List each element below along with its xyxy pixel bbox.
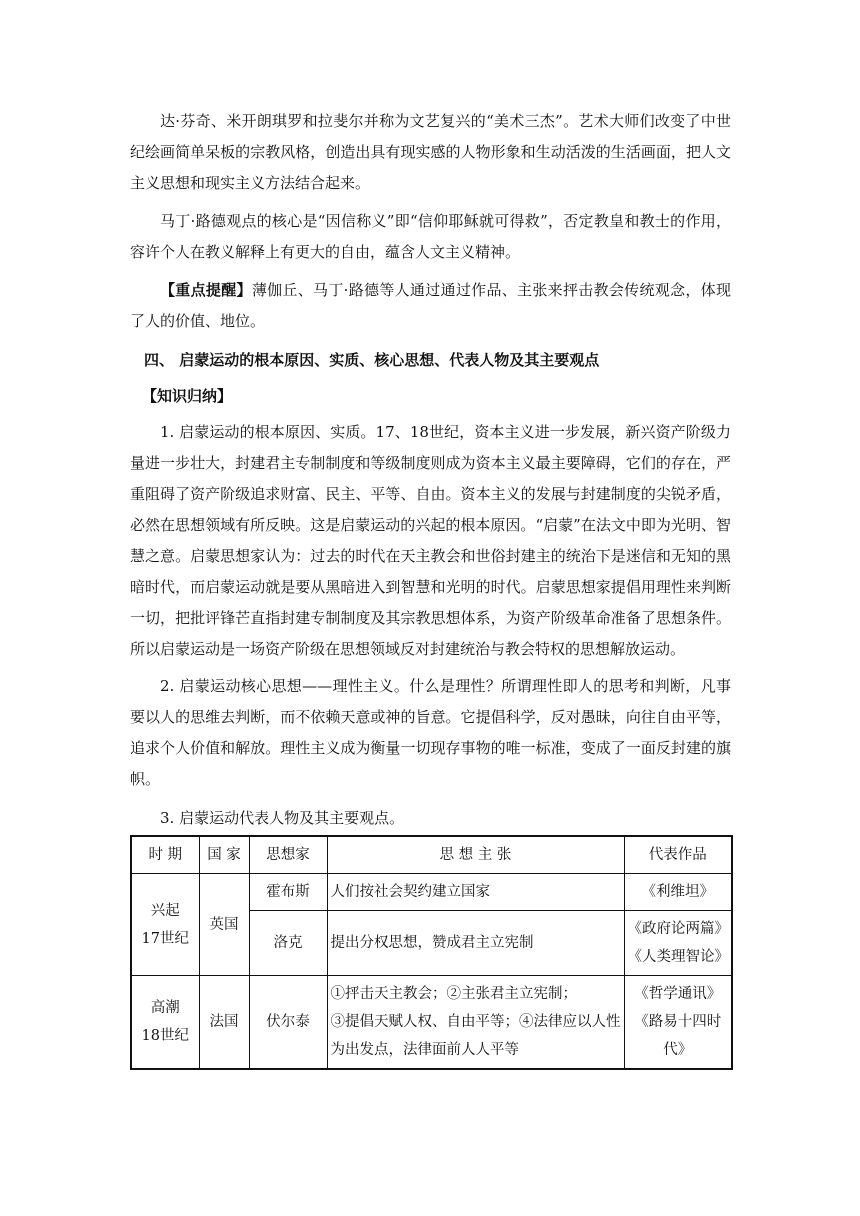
period-label: 高潮 [150, 1000, 180, 1016]
work-title: 《政府论两篇》 [627, 921, 729, 937]
paragraph-renaissance-art: 达·芬奇、米开朗琪罗和拉斐尔并称为文艺复兴的“美术三杰”。艺术大师们改变了中世纪绘画简单呆板的宗教风格，创造出具有现实感的人物形象和生动活泼的生活画面，把人文主义思想和现实主义方法结合起来。 [130, 112, 731, 192]
period-label: 兴起 [150, 902, 180, 919]
period-century: 17世纪 [141, 930, 189, 947]
document-body [130, 106, 731, 1070]
cell-works [624, 911, 732, 976]
item-representatives: 3. 启蒙运动代表人物及其主要观点。 [160, 809, 405, 827]
section-heading-enlightenment: 四、 启蒙运动的根本原因、实质、核心思想、代表人物及其主要观点 [144, 351, 600, 369]
table-header-row [131, 836, 732, 874]
cell-thinker: 霍布斯 [249, 874, 327, 911]
cell-ideas: 提出分权思想，赞成君主立宪制 [327, 911, 624, 976]
work-title: 《人类理智论》 [627, 949, 729, 965]
cell-works [624, 976, 732, 1070]
cell-period [131, 874, 199, 976]
cell-thinker: 洛克 [249, 911, 327, 976]
table-row [131, 976, 732, 1070]
cell-country: 法国 [199, 976, 249, 1070]
key-reminder-label: 【重点提醒】 [160, 281, 252, 299]
cell-country: 英国 [199, 874, 249, 976]
cell-thinker: 伏尔泰 [249, 976, 327, 1070]
cell-ideas: 人们按社会契约建立国家 [327, 874, 624, 911]
key-reminder-text: 薄伽丘、马丁·路德等人通过通过作品、主张来抨击教会传统观念，体现了人的价值、地位。 [130, 281, 731, 330]
work-title: 《路易十四时 [634, 1014, 722, 1030]
table-row [131, 874, 732, 911]
period-century: 18世纪 [141, 1028, 189, 1044]
knowledge-summary-label: 【知识归纳】 [142, 387, 233, 405]
work-title: 《哲学通讯》 [634, 986, 722, 1002]
item-root-cause: 1. 启蒙运动的根本原因、实质。17、18世纪，资本主义进一步发展，新兴资产阶级力量进一步壮大，封建君主专制制度和等级制度则成为资本主义最主要障碍，它们的存在，严重阻碍了资产阶级追求财富、民主、平等、自由。资本主义的发展与封建制度的尖锐矛盾，必然在思想领域有所反映。这是启蒙运动的兴起的根本原因。“启蒙”在法文中即为光明、智慧之意。启蒙思想家认为：过去的时代在天主教会和世俗封建主的统治下是迷信和无知的黑暗时代，而启蒙运动就是要从黑暗进入到智慧和光明的时代。启蒙思想家提倡用理性来判断一切，把批评锋芒直指封建专制制度及其宗教思想体系，为资产阶级革命准备了思想条件。所以启蒙运动是一场资产阶级在思想领域反对封建统治与教会特权的思想解放运动。 [130, 423, 731, 658]
paragraph-key-reminder [130, 275, 731, 337]
cell-period [131, 976, 199, 1070]
cell-works: 《利维坦》 [624, 874, 732, 911]
header-country: 国 家 [199, 836, 249, 874]
header-ideas: 思 想 主 张 [327, 836, 624, 874]
idea-line: ①抨击天主教会；②主张君主立宪制； [330, 986, 577, 1002]
idea-line: 为出发点，法律面前人人平等 [330, 1042, 519, 1058]
cell-ideas [327, 976, 624, 1070]
idea-line: ③提倡天赋人权、自由平等；④法律应以人性 [330, 1014, 621, 1030]
header-period: 时 期 [131, 836, 199, 874]
item-core-idea: 2. 启蒙运动核心思想——理性主义。什么是理性？所谓理性即人的思考和判断，凡事要以人的思维去判断，而不依赖天意或神的旨意。它提倡科学，反对愚昧，向往自由平等，追求个人价值和解放。理性主义成为衡量一切现存事物的唯一标准，变成了一面反封建的旗帜。 [130, 677, 731, 788]
paragraph-luther: 马丁·路德观点的核心是“因信称义”即“信仰耶稣就可得救”，否定教皇和教士的作用，容许个人在教义解释上有更大的自由，蕴含人文主义精神。 [130, 212, 731, 261]
work-title: 代》 [663, 1042, 693, 1058]
header-thinker: 思想家 [249, 836, 327, 874]
enlightenment-table [130, 835, 733, 1070]
header-works: 代表作品 [624, 836, 732, 874]
